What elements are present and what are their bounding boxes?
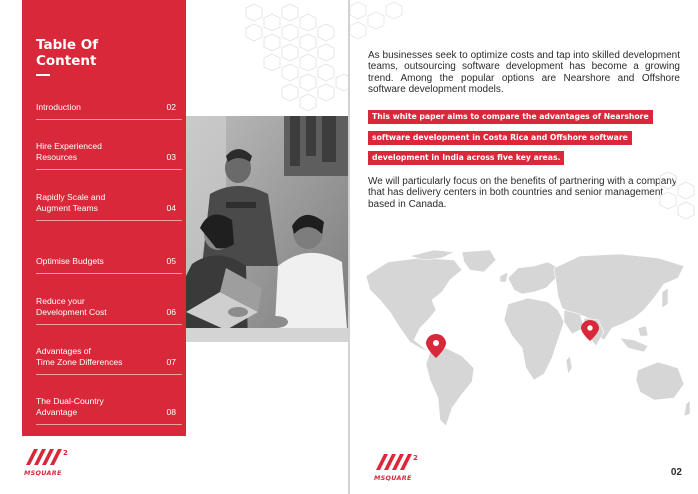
team-photo-illustration (186, 116, 348, 342)
highlight-line-3: development in India across five key areas. (368, 151, 564, 165)
toc-item-optimise-budgets[interactable] (36, 238, 182, 274)
table-of-contents-panel (22, 0, 186, 436)
highlight-line-1: This white paper aims to compare the advantages of Nearshore (368, 110, 653, 124)
toc-divider (36, 119, 182, 120)
logo-superscript: 2 (413, 454, 418, 462)
toc-item-page: 04 (166, 202, 176, 213)
toc-item-time-zone-advantages[interactable] (36, 339, 182, 375)
toc-item-page: 06 (166, 306, 176, 317)
hexagon-pattern (186, 0, 348, 116)
toc-divider (36, 220, 182, 221)
toc-item-page: 05 (166, 255, 176, 266)
toc-item-page: 07 (166, 356, 176, 367)
page-number: 02 (670, 467, 682, 478)
right-page (350, 0, 698, 494)
toc-item-rapidly-scale[interactable] (36, 185, 182, 221)
world-map (358, 248, 692, 434)
hexagon-pattern-right (640, 170, 698, 240)
toc-divider (36, 374, 182, 375)
toc-item-label: Advantages of Time Zone Differences (36, 346, 123, 367)
msquare-logo-mark (22, 447, 70, 467)
toc-item-label: Introduction (36, 101, 81, 112)
toc-item-label: Reduce your Development Cost (36, 296, 107, 317)
intro-paragraph: As businesses seek to optimize costs and tap into skilled development teams, outsourcing software development has become a growing trend. Among the popular options are Nearshore and Offshore software development models. (368, 50, 680, 96)
logo-wordmark: MSQUARE (24, 469, 62, 477)
toc-item-label: Hire Experienced Resources (36, 141, 102, 162)
toc-item-reduce-development-cost[interactable] (36, 289, 182, 325)
toc-item-page: 08 (166, 406, 176, 417)
focus-paragraph: We will particularly focus on the benefits of partnering with a company that has delivery centers in both countries and senior management based in Canada. (368, 176, 677, 210)
toc-divider (36, 424, 182, 425)
left-page (0, 0, 348, 494)
msquare-logo-mark (372, 452, 420, 472)
toc-divider (36, 273, 182, 274)
msquare-logo (372, 452, 424, 484)
logo-wordmark: MSQUARE (374, 474, 412, 482)
toc-title-underline (36, 74, 50, 76)
toc-item-introduction[interactable] (36, 84, 182, 120)
toc-item-dual-country-advantage[interactable] (36, 389, 182, 425)
logo-superscript: 2 (63, 449, 68, 457)
toc-title: Table Of Content (36, 37, 99, 69)
toc-item-label: Rapidly Scale and Augment Teams (36, 192, 106, 213)
msquare-logo (22, 447, 74, 479)
toc-item-label: Optimise Budgets (36, 255, 104, 266)
highlight-line-2: software development in Costa Rica and Offshore software (368, 131, 632, 145)
toc-item-page: 02 (166, 101, 176, 112)
team-photo (186, 116, 348, 342)
toc-divider (36, 169, 182, 170)
toc-divider (36, 324, 182, 325)
toc-item-label: The Dual-Country Advantage (36, 396, 104, 417)
toc-item-page: 03 (166, 151, 176, 162)
toc-item-hire-experienced-resources[interactable] (36, 134, 182, 170)
